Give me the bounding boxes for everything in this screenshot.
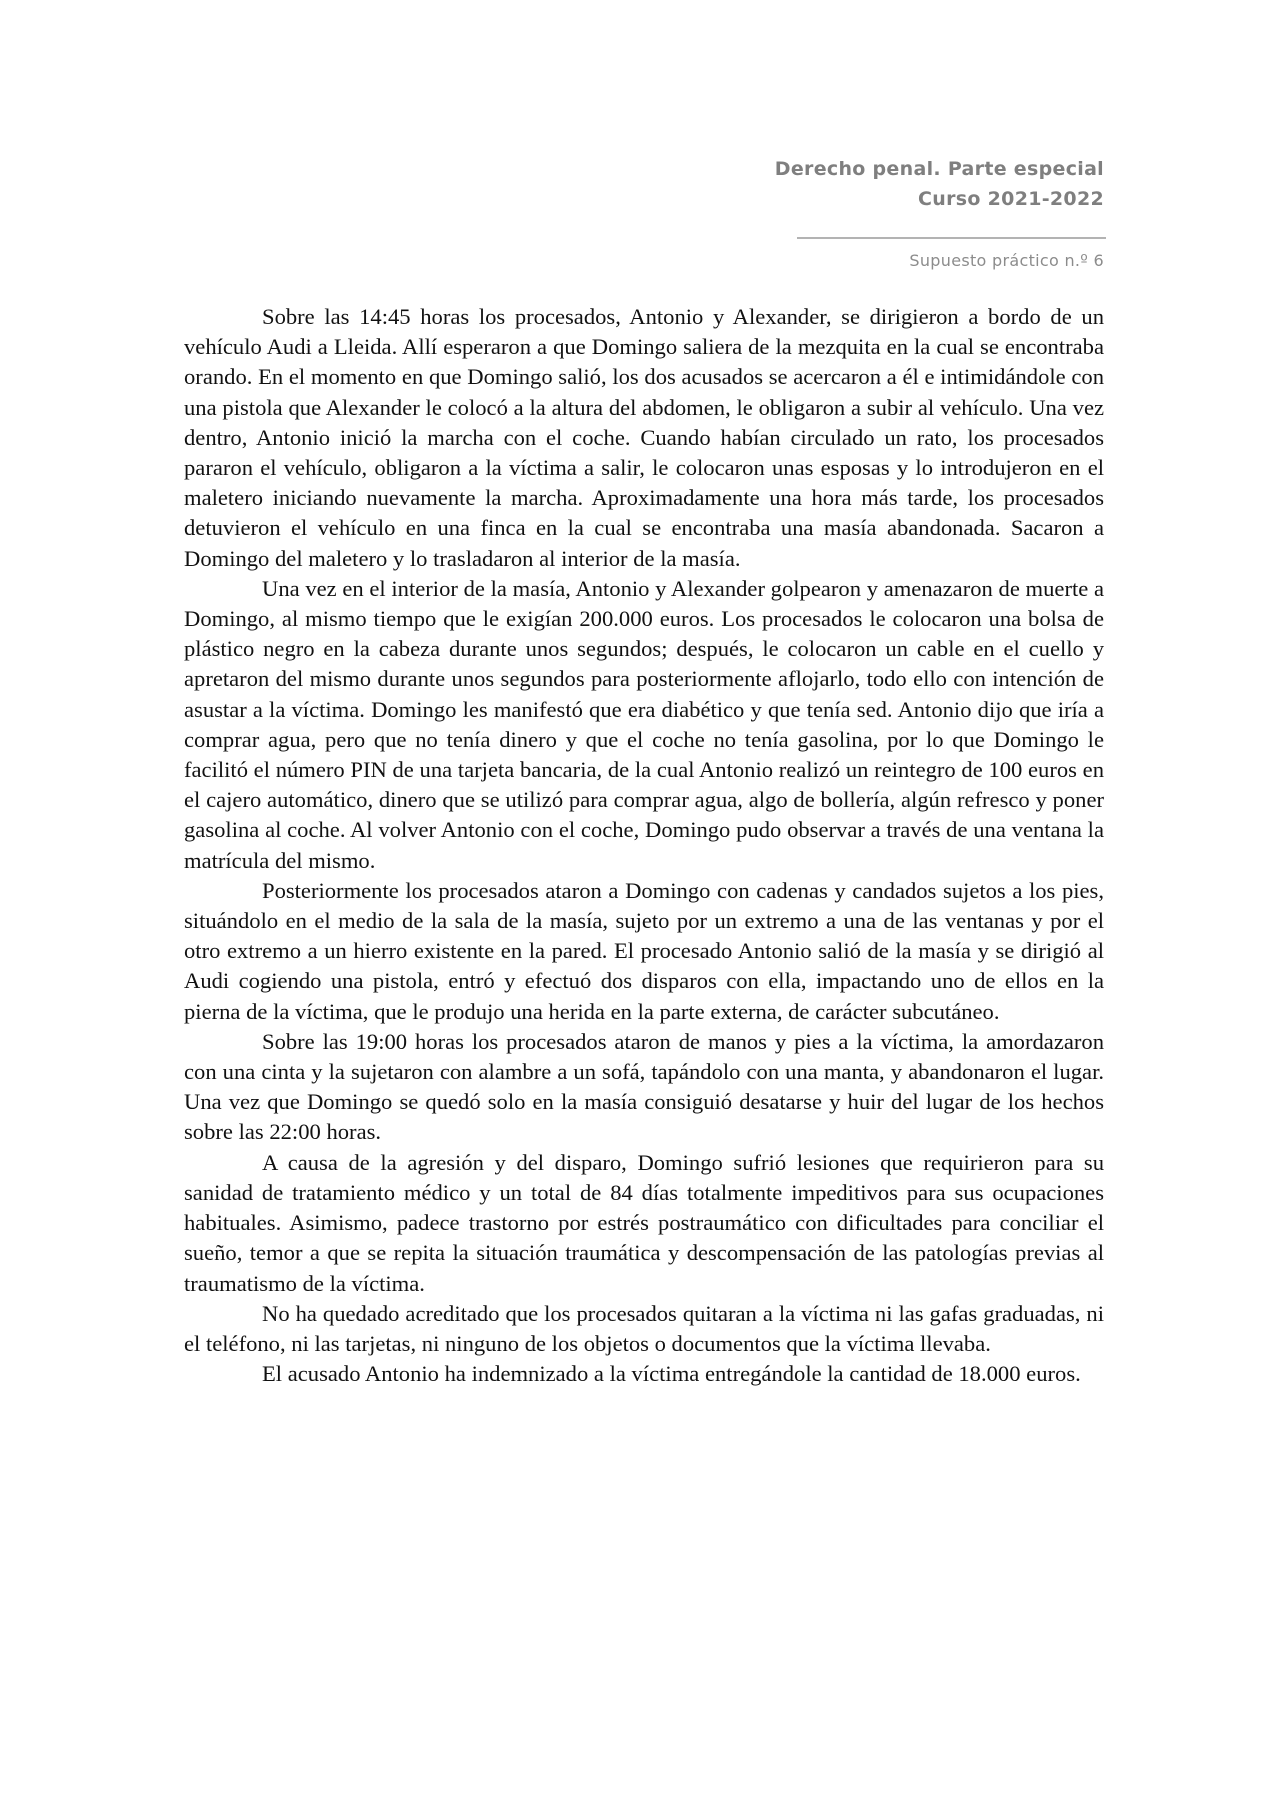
course-year: Curso 2021-2022 bbox=[918, 188, 1104, 210]
paragraph-1: Sobre las 14:45 horas los procesados, Antonio y Alexander, se dirigieron a bordo de un vehículo Audi a Lleida. Allí esperaron a que Domingo saliera de la mezquita en la cual se encontraba orando. En el momento en que Domingo salió, los dos acusados se acercaron a él e intimidándole con una pistola que Alexander le colocó a la altura del abdomen, le obligaron a subir al vehículo. Una vez dentro, Antonio inició la marcha con el coche. Cuando habían circulado un rato, los procesados pararon el vehículo, obligaron a la víctima a salir, le colocaron unas esposas y lo introdujeron en el maletero iniciando nuevamente la marcha. Aproximadamente una hora más tarde, los procesados detuvieron el vehículo en una finca en la cual se encontraba una masía abandonada. Sacaron a Domingo del maletero y lo trasladaron al interior de la masía. bbox=[184, 304, 1104, 571]
paragraph-3: Posteriormente los procesados ataron a Domingo con cadenas y candados sujetos a los pies, situándolo en el medio de la sala de la masía, sujeto por un extremo a una de las ventanas y por el otro extremo a un hierro existente en la pared. El procesado Antonio salió de la masía y se dirigió al Audi cogiendo una pistola, entró y efectuó dos disparos con ella, impactando uno de ellos en la pierna de la víctima, que le produjo una herida en la parte externa, de carácter subcutáneo. bbox=[184, 877, 1104, 1024]
document-body bbox=[184, 302, 1104, 1389]
paragraph-4: Sobre las 19:00 horas los procesados ataron de manos y pies a la víctima, la amordazaron con una cinta y la sujetaron con alambre a un sofá, tapándolo con una manta, y abandonaron el lugar. Una vez que Domingo se quedó solo en la masía consiguió desatarse y huir del lugar de los hechos sobre las 22:00 horas. bbox=[184, 1028, 1104, 1145]
header-divider bbox=[797, 237, 1106, 239]
course-title: Derecho penal. Parte especial bbox=[774, 158, 1104, 180]
case-label: Supuesto práctico n.º 6 bbox=[909, 251, 1104, 270]
paragraph-2: Una vez en el interior de la masía, Antonio y Alexander golpearon y amenazaron de muerte a Domingo, al mismo tiempo que le exigían 200.000 euros. Los procesados le colocaron una bolsa de plástico negro en la cabeza durante unos segundos; después, le colocaron un cable en el cuello y apretaron del mismo durante unos segundos para posteriormente aflojarlo, todo ello con intención de asustar a la víctima. Domingo les manifestó que era diabético y que tenía sed. Antonio dijo que iría a comprar agua, pero que no tenía dinero y que el coche no tenía gasolina, por lo que Domingo le facilitó el número PIN de una tarjeta bancaria, de la cual Antonio realizó un reintegro de 100 euros en el cajero automático, dinero que se utilizó para comprar agua, algo de bollería, algún refresco y poner gasolina al coche. Al volver Antonio con el coche, Domingo pudo observar a través de una ventana la matrícula del mismo. bbox=[184, 575, 1104, 873]
paragraph-7: El acusado Antonio ha indemnizado a la víctima entregándole la cantidad de 18.000 euros. bbox=[262, 1361, 1081, 1387]
paragraph-5: A causa de la agresión y del disparo, Domingo sufrió lesiones que requirieron para su sanidad de tratamiento médico y un total de 84 días totalmente impeditivos para sus ocupaciones habituales. Asimismo, padece trastorno por estrés postraumático con dificultades para conciliar el sueño, temor a que se repita la situación traumática y descompensación de las patologías previas al traumatismo de la víctima. bbox=[184, 1149, 1104, 1296]
page-header bbox=[775, 154, 1104, 214]
paragraph-6: No ha quedado acreditado que los procesados quitaran a la víctima ni las gafas graduadas, ni el teléfono, ni las tarjetas, ni ninguno de los objetos o documentos que la víctima llevaba. bbox=[184, 1300, 1104, 1356]
